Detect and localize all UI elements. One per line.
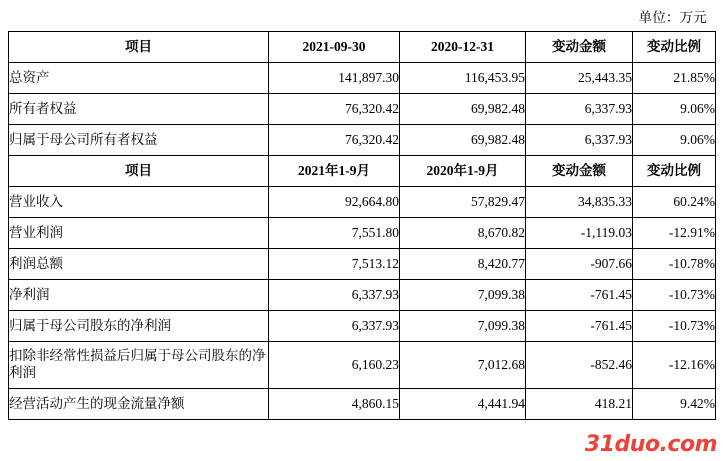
header-cell-change-ratio: 变动比例 — [633, 156, 716, 187]
row-label: 营业利润 — [9, 218, 269, 249]
row-value-current: 7,513.12 — [269, 249, 400, 280]
header-cell-period-current: 2021年1-9月 — [269, 156, 400, 187]
row-change-ratio: -12.91% — [633, 218, 716, 249]
unit-note: 单位：万元 — [638, 10, 707, 25]
row-change-ratio: -10.78% — [633, 249, 716, 280]
row-change-ratio: -12.16% — [633, 342, 716, 389]
row-change-amount: -1,119.03 — [526, 218, 633, 249]
row-value-previous: 7,012.68 — [400, 342, 526, 389]
row-value-current: 7,551.80 — [269, 218, 400, 249]
row-change-ratio: 60.24% — [633, 187, 716, 218]
row-value-previous: 4,441.94 — [400, 389, 526, 420]
row-value-previous: 8,420.77 — [400, 249, 526, 280]
row-change-ratio: 9.06% — [633, 94, 716, 125]
table-row — [9, 125, 716, 156]
table-row — [9, 94, 716, 125]
row-value-current: 4,860.15 — [269, 389, 400, 420]
row-change-amount: -761.45 — [526, 311, 633, 342]
row-value-previous: 57,829.47 — [400, 187, 526, 218]
row-value-current: 92,664.80 — [269, 187, 400, 218]
table-header-row-balance — [9, 32, 716, 63]
row-label: 扣除非经常性损益后归属于母公司股东的净利润 — [9, 342, 269, 389]
row-label: 净利润 — [9, 280, 269, 311]
row-label: 利润总额 — [9, 249, 269, 280]
header-cell-item: 项目 — [9, 32, 269, 63]
row-value-previous: 8,670.82 — [400, 218, 526, 249]
table-row — [9, 342, 716, 389]
row-label: 所有者权益 — [9, 94, 269, 125]
row-change-amount: -761.45 — [526, 280, 633, 311]
table-row — [9, 280, 716, 311]
header-cell-date-previous: 2020-12-31 — [400, 32, 526, 63]
row-value-current: 6,337.93 — [269, 280, 400, 311]
header-cell-item: 项目 — [9, 156, 269, 187]
row-value-previous: 7,099.38 — [400, 311, 526, 342]
row-change-ratio: 9.42% — [633, 389, 716, 420]
row-value-current: 141,897.30 — [269, 63, 400, 94]
table-row — [9, 218, 716, 249]
row-label: 归属于母公司股东的净利润 — [9, 311, 269, 342]
row-change-amount: 34,835.33 — [526, 187, 633, 218]
header-cell-change-amount: 变动金额 — [526, 32, 633, 63]
row-label: 经营活动产生的现金流量净额 — [9, 389, 269, 420]
row-value-current: 76,320.42 — [269, 125, 400, 156]
row-label: 归属于母公司所有者权益 — [9, 125, 269, 156]
row-label: 总资产 — [9, 63, 269, 94]
row-change-amount: 6,337.93 — [526, 94, 633, 125]
row-value-previous: 7,099.38 — [400, 280, 526, 311]
row-value-previous: 69,982.48 — [400, 125, 526, 156]
row-change-ratio: -10.73% — [633, 280, 716, 311]
header-cell-period-previous: 2020年1-9月 — [400, 156, 526, 187]
row-change-ratio: -10.73% — [633, 311, 716, 342]
row-value-current: 6,160.23 — [269, 342, 400, 389]
row-change-amount: 418.21 — [526, 389, 633, 420]
row-value-current: 6,337.93 — [269, 311, 400, 342]
row-change-amount: 6,337.93 — [526, 125, 633, 156]
header-cell-change-ratio: 变动比例 — [633, 32, 716, 63]
header-cell-date-current: 2021-09-30 — [269, 32, 400, 63]
table-row — [9, 389, 716, 420]
row-change-amount: -852.46 — [526, 342, 633, 389]
table-row — [9, 187, 716, 218]
row-value-current: 76,320.42 — [269, 94, 400, 125]
table-row — [9, 311, 716, 342]
row-label: 营业收入 — [9, 187, 269, 218]
row-change-ratio: 9.06% — [633, 125, 716, 156]
financial-summary-table — [8, 31, 716, 420]
table-row — [9, 249, 716, 280]
watermark: 31duo.com — [584, 432, 717, 457]
header-cell-change-amount: 变动金额 — [526, 156, 633, 187]
row-change-amount: 25,443.35 — [526, 63, 633, 94]
table-header-row-income — [9, 156, 716, 187]
row-change-ratio: 21.85% — [633, 63, 716, 94]
row-change-amount: -907.66 — [526, 249, 633, 280]
row-value-previous: 116,453.95 — [400, 63, 526, 94]
table-row — [9, 63, 716, 94]
row-value-previous: 69,982.48 — [400, 94, 526, 125]
